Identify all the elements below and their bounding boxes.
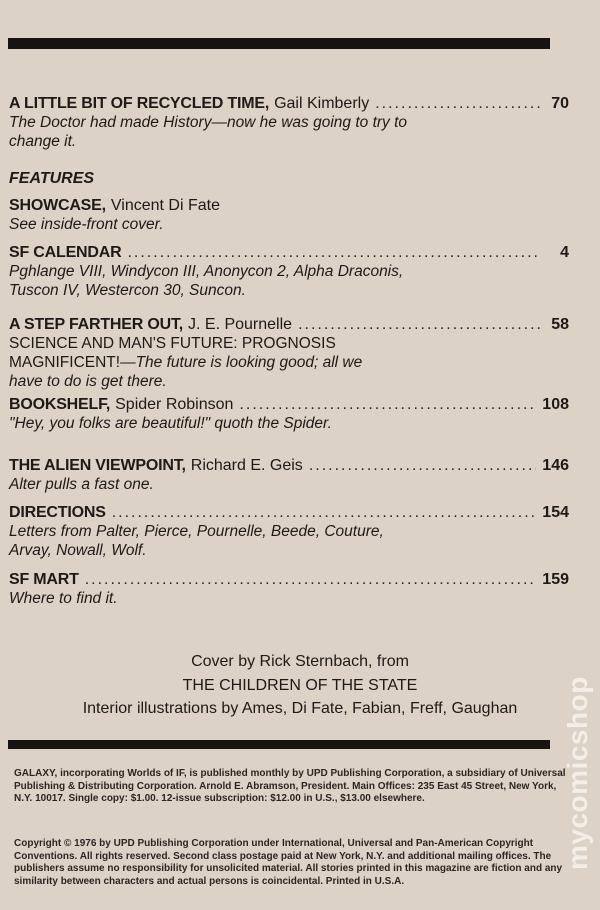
- toc-entry-alien-viewpoint: [9, 456, 569, 494]
- entry-title: SF CALENDAR: [9, 244, 122, 261]
- leader-dots: [309, 456, 536, 475]
- entry-title: A LITTLE BIT OF RECYCLED TIME,: [9, 95, 270, 112]
- toc-entry-directions: [9, 503, 569, 560]
- entry-author: J. E. Pournelle: [188, 316, 293, 333]
- bottom-rule: [8, 740, 550, 749]
- cover-credit: Cover by Rick Sternbach, from: [191, 653, 409, 670]
- leader-dots: [112, 503, 537, 522]
- top-rule: [8, 38, 550, 49]
- entry-page: 146: [542, 457, 569, 474]
- entry-page: 159: [542, 571, 569, 588]
- publication-note: GALAXY, incorporating Worlds of IF, is published monthly by UPD Publishing Corporation, a subsidiary of Universal Publishing & Distributing Corporation. Arnold E. Abramson, President. Main Offices: 235 East 45 Street, New York, N.Y. 10017. Single copy: $1.00. 12-issue subscription: $12.00 in U.S., $13.00 elsewhere.: [14, 768, 566, 804]
- entry-subtitle: SCIENCE AND MAN'S FUTURE: PROGNOSIS MAGNIFICENT!: [9, 335, 336, 371]
- entry-title: A STEP FARTHER OUT,: [9, 316, 183, 333]
- entry-page: 58: [551, 316, 569, 333]
- toc-entry-showcase: [9, 196, 569, 234]
- features-heading: FEATURES: [9, 170, 95, 187]
- leader-dots: [239, 395, 536, 414]
- entry-page: 108: [542, 396, 569, 413]
- entry-page: 70: [551, 95, 569, 112]
- entry-title: THE ALIEN VIEWPOINT,: [9, 457, 186, 474]
- toc-entry-sf-calendar: [9, 243, 569, 300]
- entry-author: Gail Kimberly: [274, 95, 370, 112]
- entry-description: The Doctor had made History—now he was going to try to change it.: [9, 114, 408, 150]
- entry-description: Where to find it.: [9, 590, 118, 607]
- entry-author: Spider Robinson: [115, 396, 234, 413]
- entry-description: "Hey, you folks are beautiful!" quoth the Spider.: [9, 415, 332, 432]
- toc-entry-sf-mart: [9, 570, 569, 608]
- leader-dots: [127, 243, 541, 262]
- entry-description: —The future is looking good; all we have to do is get there.: [9, 354, 363, 390]
- leader-dots: [298, 315, 541, 334]
- cover-story-title: THE CHILDREN OF THE STATE: [182, 677, 418, 694]
- interior-illustrations-credit: Interior illustrations by Ames, Di Fate, Fabian, Freff, Gaughan: [82, 700, 518, 717]
- entry-page: 154: [542, 504, 569, 521]
- entry-description: Alter pulls a fast one.: [9, 476, 154, 493]
- entry-title: BOOKSHELF,: [9, 396, 111, 413]
- entry-title: SHOWCASE,: [9, 197, 106, 214]
- entry-description: See inside-front cover.: [9, 216, 164, 233]
- entry-title: DIRECTIONS: [9, 504, 106, 521]
- entry-description-block: [9, 334, 399, 391]
- copyright-note: Copyright © 1976 by UPD Publishing Corporation under International, Universal and Pan-American Copyright Conventions. All rights reserved. Second class postage paid at New York, N.Y. and additional mailing offices. The publishers assume no responsibility for unsolicited material. All stories printed in this magazine are fiction and any similarity between characters and actual persons is coincidental. Printed in U.S.A.: [14, 838, 563, 887]
- entry-author: Vincent Di Fate: [110, 197, 220, 214]
- leader-dots: [375, 94, 541, 113]
- toc-entry-bookshelf: [9, 395, 569, 433]
- toc-entry-step-farther-out: [9, 315, 569, 391]
- watermark-logo: mycomicshop: [562, 676, 593, 870]
- leader-dots: [85, 570, 537, 589]
- entry-description: Letters from Palter, Pierce, Pournelle, Beede, Couture, Arvay, Nowall, Wolf.: [9, 523, 384, 559]
- entry-title: SF MART: [9, 571, 79, 588]
- entry-description: Pghlange VIII, Windycon III, Anonycon 2, Alpha Draconis, Tuscon IV, Westercon 30, Suncon.: [9, 263, 404, 299]
- entry-page: 4: [560, 244, 569, 261]
- entry-author: Richard E. Geis: [190, 457, 303, 474]
- toc-entry-recycled-time: [9, 94, 569, 151]
